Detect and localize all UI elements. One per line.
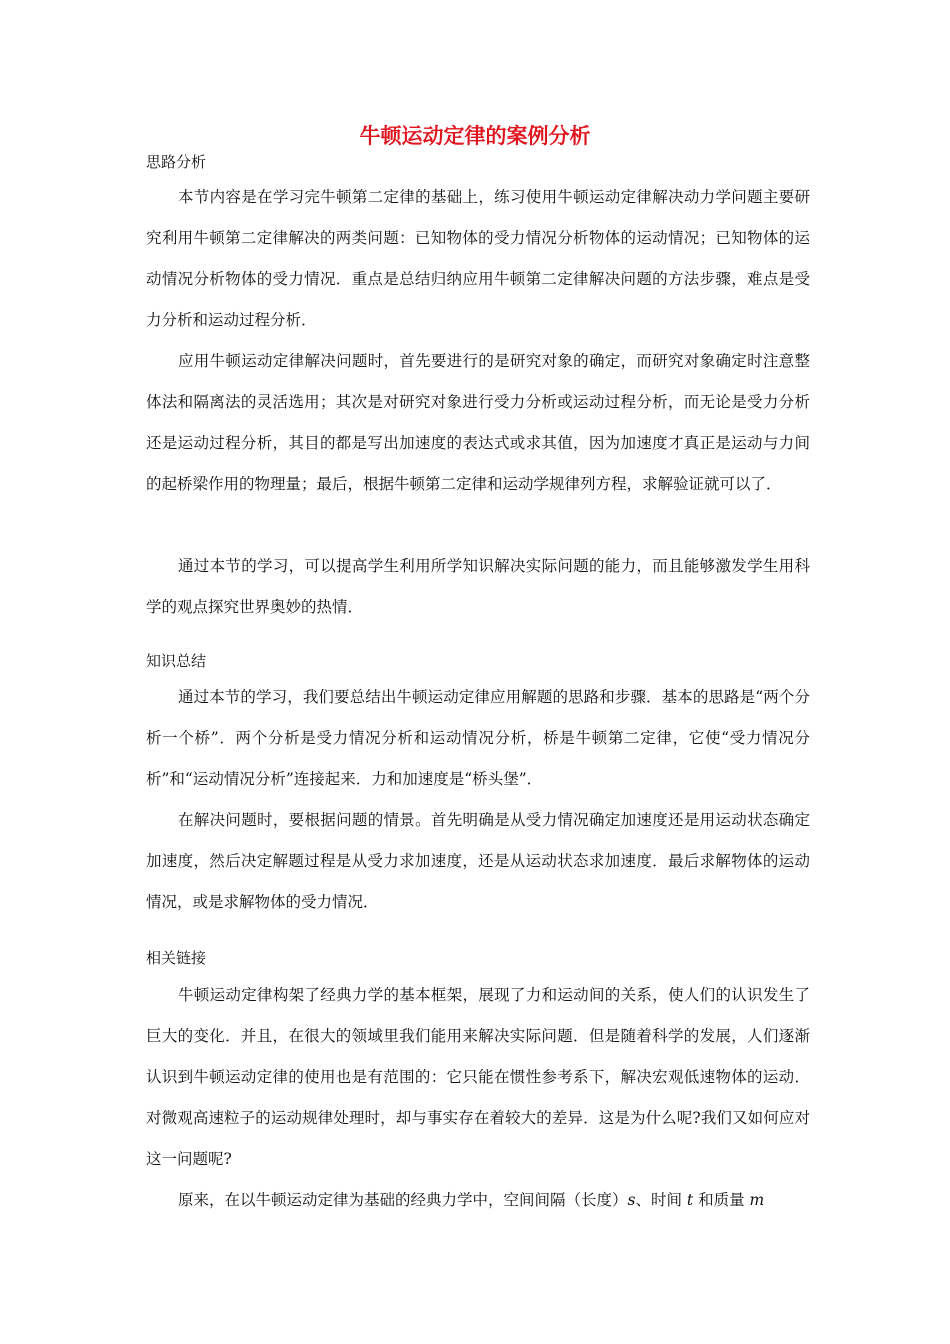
section-heading-analysis: 思路分析 — [146, 153, 207, 171]
paragraph: 通过本节的学习，可以提高学生利用所学知识解决实际问题的能力，而且能够激发学生用科学的观点探究世界奥妙的热情． — [146, 557, 810, 616]
paragraph: 在解决问题时，要根据问题的情景。首先明确是从受力情况确定加速度还是用运动状态确定加速度，然后决定解题过程是从受力求加速度，还是从运动状态求加速度．最后求解物体的运动情况，或是求解物体的受力情况． — [146, 811, 810, 911]
paragraph-last — [146, 1180, 810, 1221]
paragraph: 应用牛顿运动定律解决问题时，首先要进行的是研究对象的确定，而研究对象确定时注意整体法和隔离法的灵活选用；其次是对研究对象进行受力分析或运动过程分析，而无论是受力分析还是运动过程分析，其目的都是写出加速度的表达式或求其值，因为加速度才真正是运动与力间的起桥梁作用的物理量；最后，根据牛顿第二定律和运动学规律列方程，求解验证就可以了． — [146, 352, 810, 493]
paragraph-text: 原来，在以牛顿运动定律为基础的经典力学中，空间间隔（长度） — [178, 1191, 628, 1209]
paragraph: 通过本节的学习，我们要总结出牛顿运动定律应用解题的思路和步骤．基本的思路是“两个分析一个桥”．两个分析是受力情况分析和运动情况分析，桥是牛顿第二定律，它使“受力情况分析”和“运动情况分析”连接起来．力和加速度是“桥头堡”． — [146, 688, 810, 788]
variable-t: t — [686, 1191, 694, 1209]
paragraph: 本节内容是在学习完牛顿第二定律的基础上，练习使用牛顿运动定律解决动力学问题主要研究利用牛顿第二定律解决的两类问题：已知物体的受力情况分析物体的运动情况；已知物体的运动情况分析物体的受力情况．重点是总结归纳应用牛顿第二定律解决问题的方法步骤，难点是受力分析和运动过程分析． — [146, 188, 810, 329]
paragraph-text: 和质量 — [693, 1191, 750, 1209]
page-title: 牛顿运动定律的案例分析 — [359, 124, 591, 148]
paragraph-text: 、时间 — [635, 1191, 687, 1209]
variable-s: s — [627, 1191, 636, 1209]
paragraph: 牛顿运动定律构架了经典力学的基本框架，展现了力和运动间的关系，使人们的认识发生了巨大的变化．并且，在很大的领域里我们能用来解决实际问题．但是随着科学的发展，人们逐渐认识到牛顿运动定律的使用也是有范围的：它只能在惯性参考系下，解决宏观低速物体的运动．对微观高速粒子的运动规律处理时，却与事实存在着较大的差异．这是为什么呢?我们又如何应对这一问题呢? — [146, 986, 810, 1168]
section-heading-links: 相关链接 — [146, 949, 207, 967]
section-heading-summary: 知识总结 — [146, 652, 207, 670]
variable-m: m — [749, 1191, 765, 1209]
